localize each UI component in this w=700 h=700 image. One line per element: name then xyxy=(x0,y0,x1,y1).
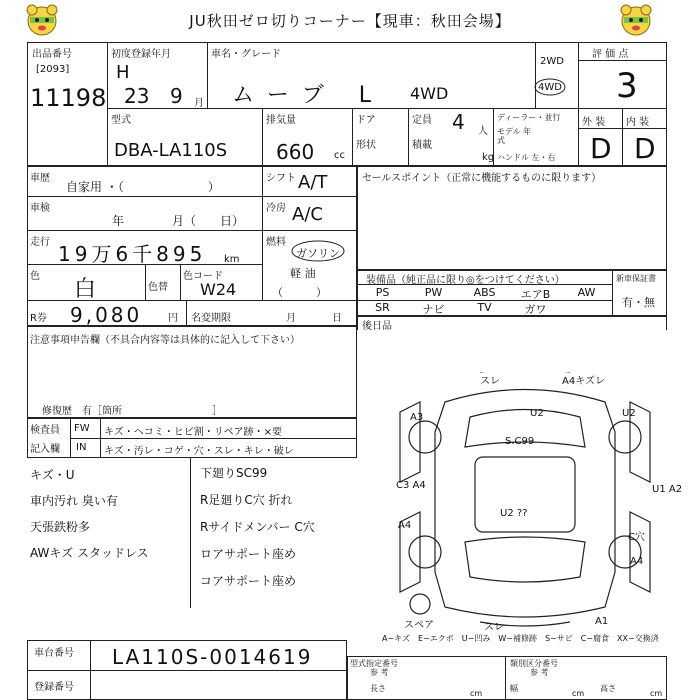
cm-1: cm xyxy=(470,689,483,698)
recycle-value: 9,080 xyxy=(70,303,143,327)
handwritten-note: R足廻りC穴 折れ xyxy=(200,493,293,507)
equipment-item: SR xyxy=(375,301,390,314)
ref1-label: 参 考 xyxy=(370,668,389,677)
displacement-value: 660 xyxy=(276,140,315,164)
rating-label: 評 価 点 xyxy=(592,49,629,60)
load-unit: kg xyxy=(482,152,495,163)
equipment-label: 装備品（純正品に限り◎をつけてください） xyxy=(366,275,565,286)
diagram-mark: C穴 xyxy=(628,532,645,543)
equipment-item: ナビ xyxy=(422,303,445,316)
width-label: 幅 xyxy=(510,684,518,693)
name-change-day: 日 xyxy=(332,313,342,324)
exterior-value: D xyxy=(590,132,612,165)
new-warranty-value: 有・無 xyxy=(622,296,655,309)
shift-label: シフト xyxy=(266,173,296,184)
handwritten-note: 天張鉄粉多 xyxy=(30,520,91,534)
cooling-value: A/C xyxy=(292,204,323,225)
mascot-left-icon xyxy=(24,3,60,37)
lot-sub-number: [2093] xyxy=(36,64,70,75)
fuel-other: （ ） xyxy=(272,286,327,299)
rear-seat-label: 後日品 xyxy=(362,321,392,332)
registration-year: 23 xyxy=(124,84,150,108)
cm-3: cm xyxy=(650,689,663,698)
model-label: 型式 xyxy=(111,115,131,126)
gasoline-circle-icon xyxy=(288,238,352,264)
registration-month-unit: 月 xyxy=(194,98,204,109)
equipment-item: ABS xyxy=(473,286,496,299)
car-drive: 4WD xyxy=(410,84,449,103)
diagram-mark: A4 xyxy=(630,556,644,567)
diagram-mark: A4 xyxy=(398,520,412,531)
dealer-label: ディーラー・並行 xyxy=(497,113,561,122)
color-change-label: 色替 xyxy=(148,282,168,293)
exterior-label: 外 装 xyxy=(582,117,606,128)
equipment-item: TV xyxy=(477,301,492,314)
history-value: 自家用 ・（ ） xyxy=(66,180,220,194)
lot-number: 11198 xyxy=(30,84,107,112)
handwritten-note: Rサイドメンバー C穴 xyxy=(200,520,315,534)
handwritten-note: コアサポート座め xyxy=(200,574,297,588)
diagram-mark: スペア xyxy=(404,620,434,631)
handwritten-note: キズ・U xyxy=(30,468,75,482)
color-code-label: 色コード xyxy=(183,271,223,282)
diagram-mark: U2 ?? xyxy=(500,508,528,519)
diagram-mark: U1 A2 xyxy=(652,484,683,495)
equipment-item: エアB xyxy=(520,288,551,301)
notes-label: 注意事項申告欄（不具合内容等は具体的に記入して下さい） xyxy=(30,335,300,346)
fuel-diesel: 軽 油 xyxy=(290,267,316,280)
displacement-unit: cc xyxy=(334,150,345,161)
equipment-item: ガワ xyxy=(524,303,547,316)
length-label: 長さ xyxy=(370,684,386,693)
inspection-label: 車検 xyxy=(30,203,50,214)
4wd-circle-icon xyxy=(533,77,567,97)
inspection-year: 年 xyxy=(112,214,125,228)
capacity-label: 定員 xyxy=(412,115,432,126)
handle-label: ハンドル 左・右 xyxy=(497,153,556,162)
mascot-right-icon xyxy=(618,3,654,37)
history-label: 車歴 xyxy=(30,173,50,184)
repair-label: 修復歴 有［箇所 ］ xyxy=(42,406,222,417)
color-label: 色 xyxy=(30,271,40,282)
inspection-month: 月（ 日） xyxy=(172,214,245,228)
model-year-label: モデル 年式 xyxy=(497,127,532,145)
name-change-month: 月 xyxy=(286,313,296,324)
handwritten-note: 下廻りSC99 xyxy=(200,466,268,480)
color-code-value: W24 xyxy=(200,280,237,299)
rear-seat-box xyxy=(357,316,667,330)
interior-value: D xyxy=(634,132,656,165)
ref2-label: 参 考 xyxy=(530,668,549,677)
diagram-mark: スレ xyxy=(484,622,504,633)
diagram-legend: A−キズ E−エクボ U−凹み W−補修跡 S−サビ C−腐食 XX−交換済 xyxy=(382,634,659,643)
fuel-label: 燃料 xyxy=(266,237,286,248)
mileage-label: 走行 xyxy=(30,237,50,248)
diagram-mark: U2 xyxy=(530,408,544,419)
diagram-mark: A1 xyxy=(595,616,609,627)
equipment-item: PS xyxy=(375,286,390,299)
mileage-unit: km xyxy=(224,254,240,265)
displacement-label: 排気量 xyxy=(266,115,296,126)
mileage-value: 19万6千895 xyxy=(58,242,207,266)
chassis-label: 車台番号 xyxy=(34,648,74,659)
2wd-label: 2WD xyxy=(540,56,564,67)
sales-point-label: セールスポイント（正常に機能するものに限ります） xyxy=(362,173,602,184)
inspector-label: 検査員 xyxy=(30,425,60,436)
diagram-mark: U2 xyxy=(622,408,636,419)
fuel-gasoline: ガソリン xyxy=(296,247,340,260)
diagram-mark: A4キズレ xyxy=(562,376,606,387)
registration-month: 9 xyxy=(170,84,183,108)
type-label: 型式指定番号 xyxy=(350,659,398,668)
rating-value: 3 xyxy=(616,66,638,106)
doors-label: ドア xyxy=(356,115,376,126)
car-name-value: ムーブ L xyxy=(232,83,386,108)
recycle-unit: 円 xyxy=(168,313,178,324)
registration-label: 初度登録年月 xyxy=(111,49,171,60)
color-value: 白 xyxy=(74,277,97,302)
load-label: 積載 xyxy=(412,140,432,151)
equipment-item: PW xyxy=(424,286,443,299)
recycle-label: R券 xyxy=(30,313,47,324)
handwritten-note: AWキズ スタッドレス xyxy=(30,546,149,560)
diagram-mark: C3 A4 xyxy=(396,480,426,491)
handwritten-note: 車内汚れ 臭い有 xyxy=(30,494,118,508)
name-change-label: 名変期限 xyxy=(191,313,231,324)
lot-label: 出品番号 xyxy=(32,49,72,60)
diagram-mark: スレ xyxy=(480,376,500,387)
fw-label: FW xyxy=(74,423,90,434)
4wd-label: 4WD xyxy=(538,82,562,93)
in-label: IN xyxy=(76,442,87,453)
entry-label: 記入欄 xyxy=(30,444,60,455)
registration-no-label: 登録番号 xyxy=(34,682,74,693)
handwritten-note: ロアサポート座め xyxy=(200,547,297,561)
cm-2: cm xyxy=(572,689,585,698)
car-name-label: 車名・グレード xyxy=(211,49,281,60)
model-value: DBA-LA110S xyxy=(114,140,228,161)
header-title: JU秋田ゼロ切りコーナー【現車：秋田会場】 xyxy=(189,12,511,30)
header-bar xyxy=(0,0,700,40)
interior-label: 内 装 xyxy=(626,117,650,128)
new-warranty-label: 新車保証書 xyxy=(616,274,656,283)
capacity-value: 4 xyxy=(452,110,465,134)
capacity-unit: 人 xyxy=(478,126,488,137)
diagram-mark: A3 xyxy=(410,412,424,423)
height-label: 高さ xyxy=(600,684,616,693)
cooling-label: 冷房 xyxy=(266,203,286,214)
shape-label: 形状 xyxy=(356,140,376,151)
diagram-mark: S.C99 xyxy=(505,436,535,447)
chassis-value: LA110S-0014619 xyxy=(112,645,313,669)
equipment-item: AW xyxy=(577,286,596,299)
class-label: 類別区分番号 xyxy=(510,659,558,668)
in-items: キズ・汚レ・コゲ・穴・スレ・キレ・破レ xyxy=(104,446,294,457)
fw-items: キズ・ヘコミ・ヒビ割・リペア跡・×要 xyxy=(104,427,282,438)
registration-era: H xyxy=(116,62,130,83)
shift-value: A/T xyxy=(298,172,328,193)
